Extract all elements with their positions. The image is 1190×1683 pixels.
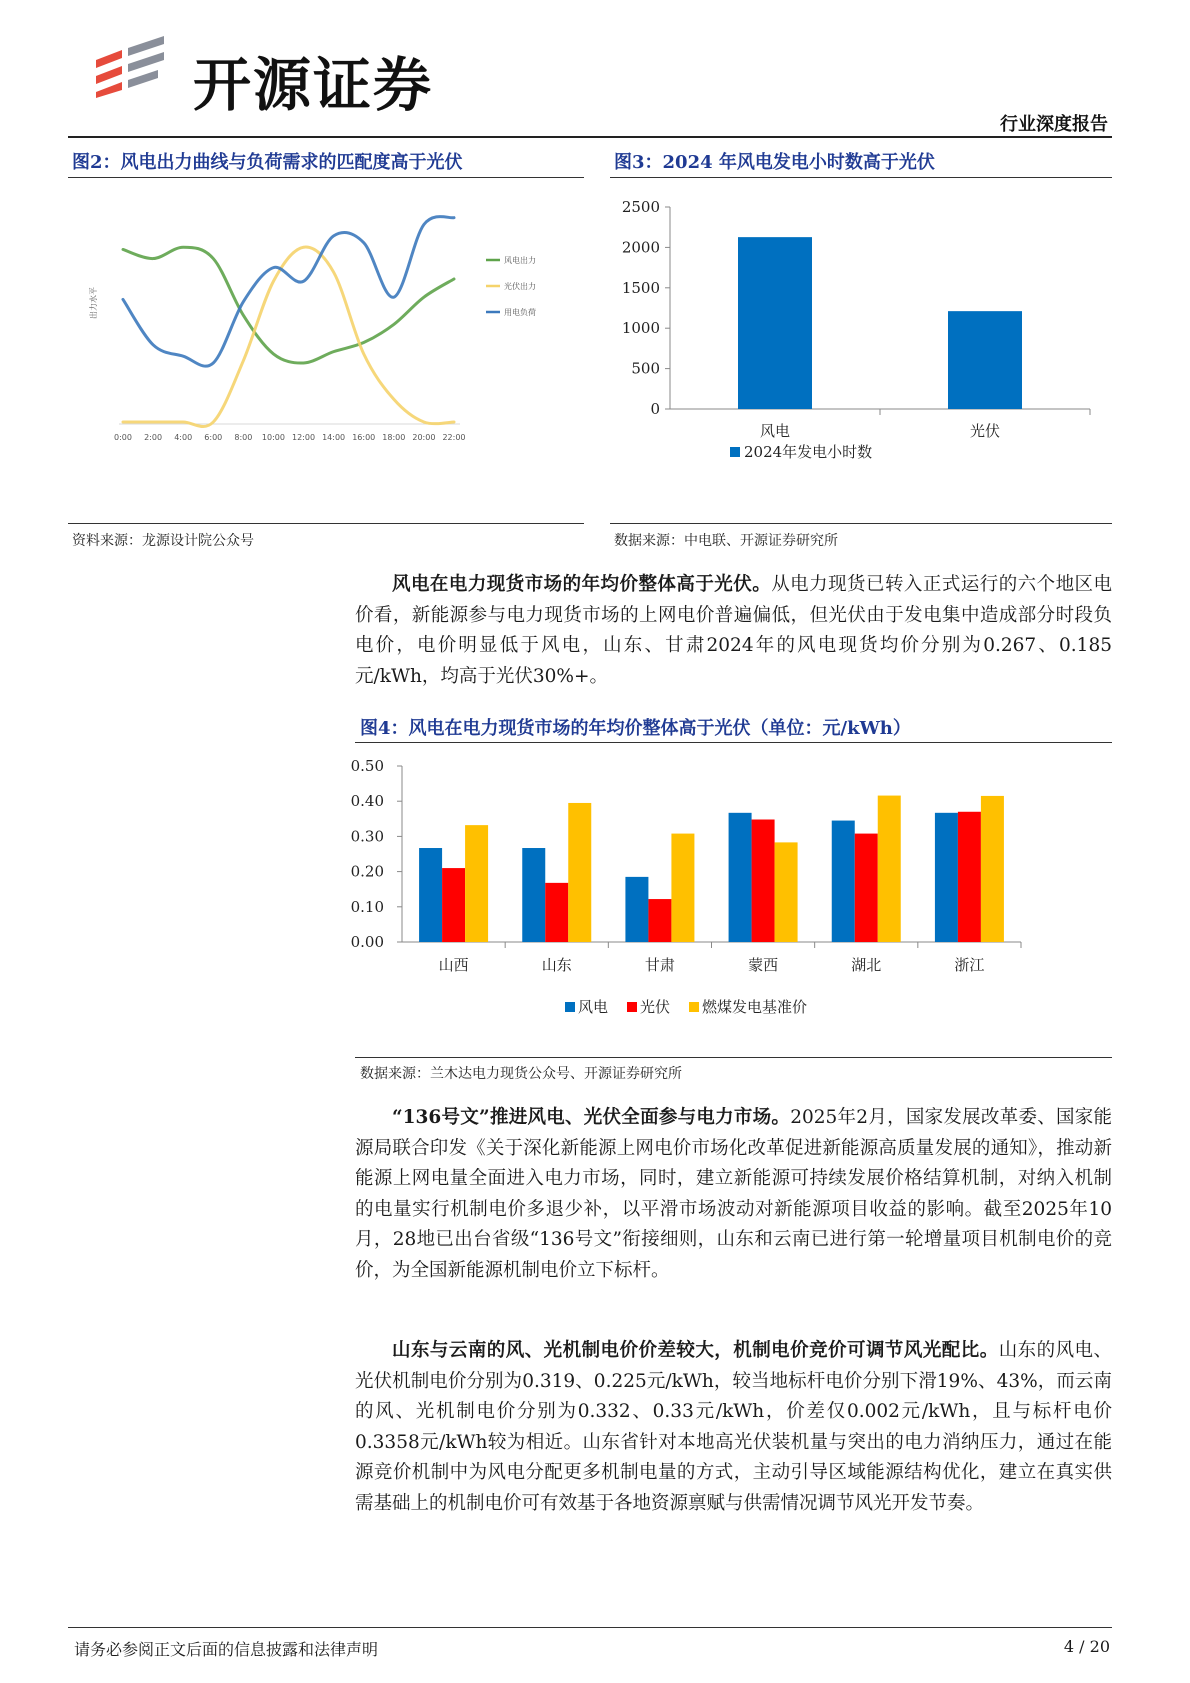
bar-wind <box>832 821 855 942</box>
bar-coal-benchmark <box>878 796 901 942</box>
figure2-title-rule <box>68 177 584 178</box>
wind-output-line <box>123 247 454 363</box>
bar-wind <box>419 848 442 942</box>
report-type: 行业深度报告 <box>1000 114 1108 135</box>
figure4-title: 图4：风电在电力现货市场的年均价整体高于光伏（单位：元/kWh） <box>360 718 911 739</box>
x-tick-label: 8:00 <box>234 433 253 442</box>
bar-coal-benchmark <box>568 803 591 942</box>
figure4-source: 数据来源：兰木达电力现货公众号、开源证券研究所 <box>360 1066 682 1082</box>
y-tick-label: 0 <box>650 400 660 418</box>
y-tick-label: 0.50 <box>350 757 384 775</box>
figure2-line-chart <box>68 185 584 485</box>
x-tick-label: 6:00 <box>204 433 223 442</box>
y-tick-label: 0.40 <box>350 792 384 811</box>
x-tick-label: 4:00 <box>174 433 193 442</box>
y-tick-label: 0.10 <box>350 897 384 916</box>
bar-coal-benchmark <box>775 842 798 942</box>
y-tick-label: 1500 <box>621 278 660 297</box>
paragraph-body: 山东的风电、光伏机制电价分别为0.319、0.225元/kWh，较当地标杆电价分别下滑19%、43%，而云南的风、光机制电价分别为0.332、0.33元/kWh，价差仅0.002元/kWh，且与标杆电价0.3358元/kWh较为相近。山东省针对本地高光伏装机量与突出的电力消纳压力，通过在能源竞价机制中为风电分配更多机制电量的方式，主动引导区域能源结构优化，建立在真实供需基础上的机制电价可有效基于各地资源禀赋与供需情况调节风光开发节奏。 <box>355 1340 1112 1514</box>
legend-label: 光伏 <box>640 998 671 1016</box>
figure4-title-rule <box>355 742 1112 743</box>
brand-name: 开源证券 <box>193 51 434 119</box>
figure3-source: 数据来源：中电联、开源证券研究所 <box>614 533 838 549</box>
legend-swatch <box>730 447 740 457</box>
load-line <box>123 217 454 367</box>
x-tick-label: 浙江 <box>954 956 985 974</box>
x-tick-label: 0:00 <box>114 433 132 442</box>
figure3-bottom-rule <box>610 523 1112 524</box>
paragraph-body: 2025年2月，国家发展改革委、国家能源局联合印发《关于深化新能源上网电价市场化改革促进新能源高质量发展的通知》，推动新能源上网电量全面进入电力市场，同时，建立新能源可持续发展价格结算机制，对纳入机制的电量实行机制电价多退少补，以平滑市场波动对新能源项目收益的影响。截至2025年10月，28地已出台省级“136号文”衔接细则，山东和云南已进行第一轮增量项目机制电价的竞价，为全国新能源机制电价立下标杆。 <box>355 1107 1112 1281</box>
bar-solar <box>948 311 1022 409</box>
y-axis-label: 出力水平 <box>89 287 98 319</box>
figure3-bar-chart <box>610 185 1112 510</box>
bar-solar <box>442 868 465 942</box>
bar-wind <box>935 813 958 942</box>
y-tick-label: 0.00 <box>350 933 384 951</box>
bar-coal-benchmark <box>981 796 1004 942</box>
bar-wind <box>522 848 545 942</box>
x-tick-label: 2:00 <box>144 433 163 442</box>
bar-solar <box>855 834 878 942</box>
x-tick-label: 16:00 <box>352 433 376 442</box>
legend-label: 风电出力 <box>504 256 536 265</box>
paragraph-policy-136 <box>355 1103 1112 1287</box>
paragraph-mechanism-price <box>355 1336 1112 1520</box>
legend-swatch <box>689 1002 699 1012</box>
legend-label: 燃煤发电基准价 <box>702 998 808 1016</box>
y-tick-label: 1000 <box>621 319 660 338</box>
x-tick-label: 蒙西 <box>748 956 779 974</box>
paragraph-wind-vs-solar-price <box>355 570 1112 692</box>
header-rule <box>68 136 1112 138</box>
legend-label: 2024年发电小时数 <box>744 443 873 461</box>
figure2-title: 图2：风电出力曲线与负荷需求的匹配度高于光伏 <box>72 152 463 173</box>
x-tick-label: 湖北 <box>851 956 882 974</box>
x-tick-label: 甘肃 <box>644 956 675 974</box>
figure4-bottom-rule <box>355 1057 1112 1058</box>
y-tick-label: 0.30 <box>350 827 384 846</box>
y-tick-label: 2000 <box>621 238 660 257</box>
y-tick-label: 2500 <box>621 198 660 216</box>
x-tick-label: 22:00 <box>442 433 466 442</box>
legend-label: 用电负荷 <box>504 308 536 317</box>
x-tick-label: 山东 <box>541 956 572 974</box>
legend-label: 风电 <box>578 998 609 1016</box>
x-tick-label: 20:00 <box>412 433 436 442</box>
bar-coal-benchmark <box>671 834 694 942</box>
figure3-title-rule <box>610 177 1112 178</box>
paragraph-lead: “136号文”推进风电、光伏全面参与电力市场。 <box>392 1107 791 1128</box>
bar-solar <box>648 899 671 942</box>
footer-rule <box>68 1627 1112 1628</box>
x-tick-label: 12:00 <box>292 433 316 442</box>
paragraph-body: 从电力现货已转入正式运行的六个地区电价看，新能源参与电力现货市场的上网电价普遍偏低，但光伏由于发电集中造成部分时段负电价，电价明显低于风电，山东、甘肃2024年的风电现货均价分别为0.267、0.185元/kWh，均高于光伏30%+。 <box>355 574 1112 687</box>
paragraph-lead: 山东与云南的风、光机制电价价差较大，机制电价竞价可调节风光配比。 <box>392 1340 999 1361</box>
figure4-grouped-bar-chart <box>350 748 1112 1048</box>
x-tick-label: 光伏 <box>969 422 1001 440</box>
y-tick-label: 500 <box>631 359 660 378</box>
page-number: 4 / 20 <box>1063 1637 1110 1656</box>
x-tick-label: 山西 <box>438 956 469 974</box>
bar-coal-benchmark <box>465 825 488 942</box>
bar-solar <box>752 820 775 942</box>
figure2-source: 资料来源：龙源设计院公众号 <box>72 533 254 549</box>
footer-disclaimer: 请务必参阅正文后面的信息披露和法律声明 <box>74 1640 379 1659</box>
y-tick-label: 0.20 <box>350 862 384 881</box>
legend-swatch <box>627 1002 637 1012</box>
bar-solar <box>545 883 568 942</box>
x-tick-label: 10:00 <box>261 433 285 442</box>
figure2-bottom-rule <box>68 523 584 524</box>
bar-wind <box>625 877 648 942</box>
x-tick-label: 14:00 <box>322 433 346 442</box>
x-tick-label: 风电 <box>759 422 791 440</box>
figure3-title: 图3：2024 年风电发电小时数高于光伏 <box>614 152 935 173</box>
bar-solar <box>958 812 981 942</box>
legend-label: 光伏出力 <box>504 282 536 291</box>
bar-wind <box>738 237 812 409</box>
x-tick-label: 18:00 <box>382 433 406 442</box>
brand-logo-icon <box>92 34 172 98</box>
legend-swatch <box>565 1002 575 1012</box>
paragraph-lead: 风电在电力现货市场的年均价整体高于光伏。 <box>392 574 772 595</box>
bar-wind <box>729 813 752 942</box>
